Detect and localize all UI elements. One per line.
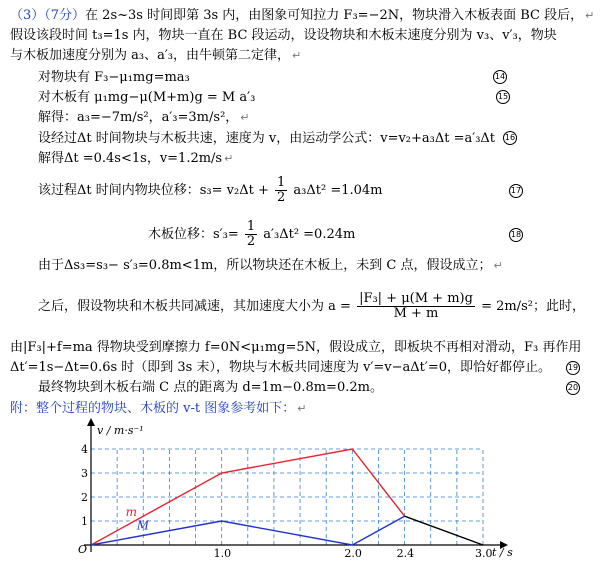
reasoning-3 xyxy=(10,340,581,356)
paragraph-mark-icon: ↵ xyxy=(224,152,234,165)
fraction-denominator: 2 xyxy=(277,190,286,205)
accel-fraction xyxy=(357,292,475,321)
equation-board xyxy=(38,90,255,106)
reasoning-2 xyxy=(38,287,585,327)
chart-grid xyxy=(91,449,483,545)
half-fraction xyxy=(275,176,287,205)
equation-block xyxy=(38,70,190,86)
paragraph-mark-icon: ↵ xyxy=(493,259,503,272)
marker-20: 20 xyxy=(566,381,580,395)
y-tick-label: 4 xyxy=(81,443,88,456)
vt-chart xyxy=(0,415,615,565)
reasoning-5 xyxy=(38,380,383,396)
paragraph-mark-icon: ↵ xyxy=(240,111,250,124)
marker-18: 18 xyxy=(509,228,523,242)
fraction-denominator: 2 xyxy=(246,234,256,249)
disp-board-post: a′₃Δt² =0.24m xyxy=(263,227,356,242)
disp-board-pre: 木板位移：s′₃= xyxy=(148,227,239,242)
reasoning-1 xyxy=(38,258,503,274)
reasoning-3-text: 由|F₃|+f=ma 得物块受到摩擦力 f=0N<μ₁mg=5N，假设成立，即板块不再相对滑动，F₃ 再作用 xyxy=(10,340,582,355)
reasoning-4 xyxy=(10,360,551,376)
reasoning-2-pre: 之后，假设物块和木板共同减速，其加速度大小为 a = xyxy=(38,299,351,314)
series-label-M: M xyxy=(136,518,150,533)
y-axis-label: v / m·s⁻¹ xyxy=(97,424,144,437)
eq16-text: 设经过Δt 时间物块与木板共速，速度为 v，由运动学公式：v=v₂+a₃Δt =a′₃Δt xyxy=(38,131,496,146)
reasoning-2-post: = 2m/s²；此时， xyxy=(481,299,585,314)
disp-block-post: a₃Δt² =1.04m xyxy=(293,183,383,198)
eq15-text: 对木板有 μ₁mg−μ(M+m)g = M a′₃ xyxy=(38,90,256,105)
accel-denominator: M + m xyxy=(393,306,439,321)
marker-17: 17 xyxy=(509,184,523,198)
fraction-numerator: 1 xyxy=(277,175,286,190)
intro-text-3: 与木板加速度分别为 a₃、a′₃，由牛顿第二定律， xyxy=(10,48,291,63)
paragraph-mark-icon: ↵ xyxy=(297,402,307,415)
y-axis-arrow-icon xyxy=(87,418,95,426)
intro-text-2: 假设该段时间 t₃=1s 内，物块一直在 BC 段运动，设设物块和木板末速度分别为 v₃、v′₃，物块 xyxy=(10,28,557,43)
series-line-common xyxy=(405,516,483,545)
marker-14: 14 xyxy=(493,70,507,84)
intro-line-1 xyxy=(10,8,594,24)
intro-text-1: 在 2s~3s 时间即第 3s 内，由图象可知拉力 F₃=−2N，物块滑入木板表面 BC 段后， xyxy=(85,8,584,23)
x-tick-label: 3.0 xyxy=(475,547,493,560)
board-displacement xyxy=(148,220,355,250)
y-tick-label: 3 xyxy=(81,467,88,480)
paragraph-mark-icon: ↵ xyxy=(292,49,302,62)
reasoning-1-text: 由于Δs₃=s₃− s′₃=0.8m<1m，所以物块还在木板上，未到 C 点，假设成立； xyxy=(38,258,492,273)
y-tick-label: 2 xyxy=(81,491,88,504)
part-label: （3）（7分） xyxy=(10,8,86,23)
paragraph-mark-icon: ↵ xyxy=(585,9,595,22)
x-tick-label: 1.0 xyxy=(213,547,232,560)
intro-line-2 xyxy=(10,28,557,44)
origin-label: O xyxy=(78,543,88,556)
intro-line-3 xyxy=(10,48,301,64)
block-displacement xyxy=(38,176,383,206)
solve-time xyxy=(38,151,233,167)
reasoning-5-text: 最终物块到木板右端 C 点的距离为 d=1m−0.8m=0.2m。 xyxy=(38,380,383,395)
solve1-text: 解得：a₃=−7m/s²，a′₃=3m/s²， xyxy=(38,110,239,125)
appendix-text: 附：整个过程的物块、木板的 v-t 图象参考如下： xyxy=(10,401,296,416)
equation-kinematics xyxy=(38,131,495,147)
half-fraction xyxy=(245,220,257,249)
accel-numerator: |F₃| + μ(M + m)g xyxy=(359,291,473,306)
marker-19: 19 xyxy=(566,361,580,375)
solve2-text: 解得Δt =0.4s<1s，v=1.2m/s xyxy=(38,151,223,166)
x-tick-label: 2.4 xyxy=(396,547,415,560)
marker-16: 16 xyxy=(503,131,517,145)
x-tick-label: 2.0 xyxy=(344,547,362,560)
marker-15: 15 xyxy=(496,90,510,104)
y-tick-label: 1 xyxy=(81,515,88,528)
series-label-m: m xyxy=(125,505,138,520)
fraction-numerator: 1 xyxy=(246,219,256,234)
eq14-text: 对物块有 F₃−μ₁mg=ma₃ xyxy=(38,70,190,85)
solve-accel xyxy=(38,110,250,126)
reasoning-4-text: Δt′=1s−Δt=0.6s 时（即到 3s 末），物块与木板共同速度为 v′=v−aΔt′=0，即恰好都停止。 xyxy=(10,360,552,375)
x-axis-label: t / s xyxy=(492,546,513,559)
disp-block-pre: 该过程Δt 时间内物块位移：s₃= v₂Δt + xyxy=(38,183,269,198)
